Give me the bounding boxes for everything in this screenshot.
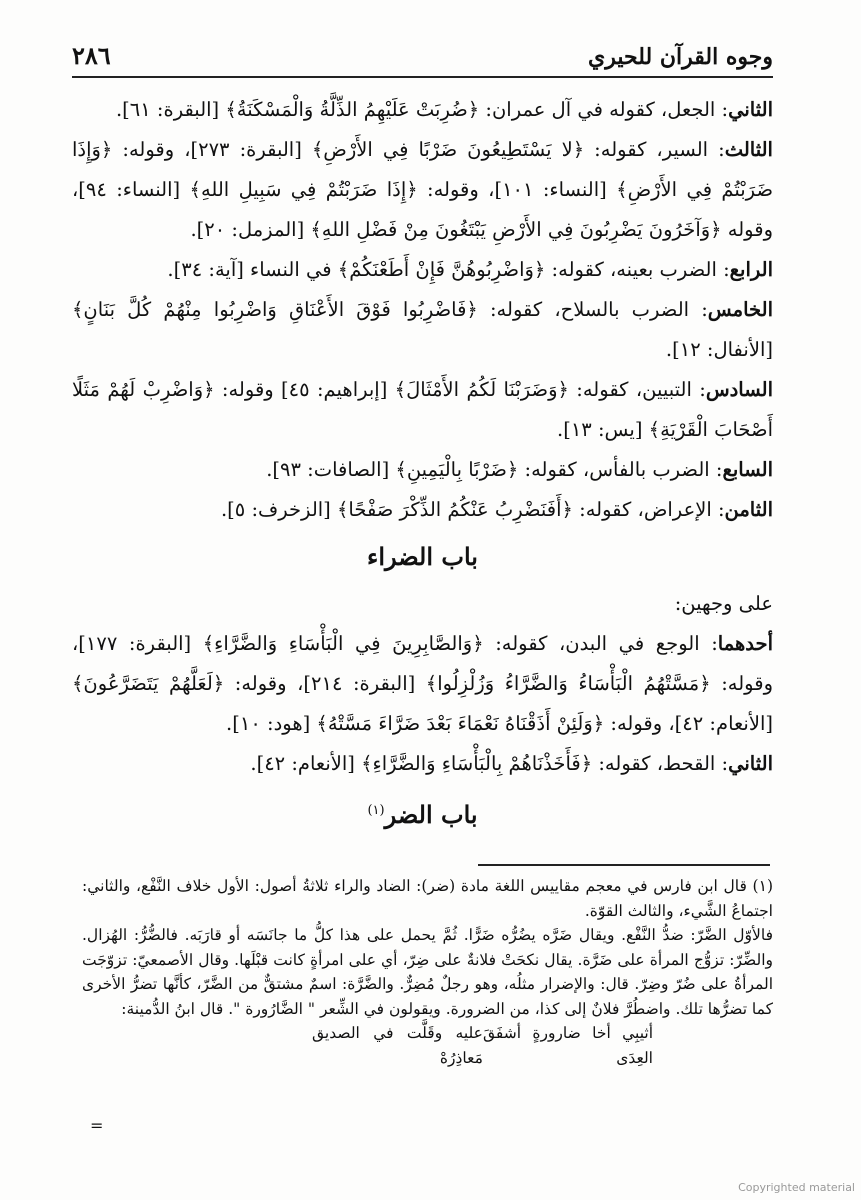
copyright-watermark: Copyrighted material [738,1181,855,1194]
footnote-1: (١) قال ابن فارس في معجم مقاييس اللغة مادة (ضر): الضاد والراء ثلاثةُ أصول: الأول خلاف النَّفْع، والثاني: اجتماعُ الشَّيء، والثالث القوّة. [82,877,773,920]
paragraph-3 [72,130,773,250]
footnote-1-continued: فالأوّل الضَّرّ: ضدُّ النَّفْع. ويقال ضَرَّه يضُرُّه ضَرًّا. ثُمَّ يحمل على هذا كلُّ ما جانَسَه أو قارَبَه. فالضُّرُّ: الهُزال. والضِّرّ: تزوُّج المرأة على ضَرَّة. يقال نكحَتْ فلانةٌ على ضِرّ، أي على امرأةٍ كانت قبْلَها. وقال الأصمعيّ: تزوّجَت المرأةُ على ضُرّ وضِرّ. قال: والإضرار مثلُه، وهو رجلٌ مُضِرٌّ. والضَّرَّة: اسمٌ مشتقٌّ من الضَّرّ، كأنَّها تضرُّ الأخرى كما تضرُّها تلك. واضطُرَّ فلانٌ إلى كذا، من الضرورة. ويقولون في الشِّعر " الضَّارُورة ". قال ابنُ الدُّمينة: [82,926,773,1018]
item-lead: الرابع [729,258,773,281]
item-lead: الثاني [728,752,773,775]
item-lead: السادس [705,378,773,401]
item-text: : الجعل، كقوله في آل عمران: ﴿ضُرِبَتْ عَلَيْهِمُ الذِّلَّةُ وَالْمَسْكَنَةُ﴾ [البقرة: ٦١]. [115,98,729,121]
item-text: : الإعراض، كقوله: ﴿أَفَنَضْرِبُ عَنْكُمُ الذِّكْرَ صَفْحًا﴾ [الزخرف: ٥]. [220,498,725,521]
item-lead: الثامن [724,498,773,521]
footnotes [82,874,773,1070]
paragraph-2 [72,90,773,130]
verse-first-hemistich: أثيبِي أخا ضارورةٍ أشفَقَ العِدَى [482,1024,653,1067]
section-heading-durr [72,784,773,842]
book-title: وجوه القرآن للحيري [588,44,773,70]
item-text: : الضرب بالسلاح، كقوله: ﴿فَاضْرِبُوا فَوْقَ الأَعْنَاقِ وَاضْرِبُوا مِنْهُمْ كُلَّ بَنَانٍ﴾ [الأنفال: ١٢]. [72,298,773,361]
item-text: : القحط، كقوله: ﴿فَأَخَذْنَاهُمْ بِالْبَأْسَاءِ وَالضَّرَّاءِ﴾ [الأنعام: ٤٢]. [250,752,729,775]
item-lead: الثالث [724,138,773,161]
footnote-divider [478,864,770,866]
footnote-marker: (١) [367,803,385,818]
item-text: : السير، كقوله: ﴿لا يَسْتَطِيعُونَ ضَرْبًا فِي الأَرْضِ﴾ [البقرة: ٢٧٣]، وقوله: ﴿وَإِذَا ضَرَبْتُمْ فِي الأَرْضِ﴾ [النساء: ١٠١]، وقوله: ﴿إِذَا ضَرَبْتُمْ فِي سَبِيلِ اللهِ﴾ [النساء: ٩٤]، وقوله ﴿وَآخَرُونَ يَضْرِبُونَ فِي الأَرْضِ يَبْتَغُونَ مِنْ فَضْلِ اللهِ﴾ [المزمل: ٢٠]. [72,138,773,241]
paragraph-5 [72,290,773,370]
main-text [72,90,773,842]
paragraph-second-meaning [72,744,773,784]
paragraph-8 [72,490,773,530]
item-text: : الوجع في البدن، كقوله: ﴿وَالصَّابِرِينَ فِي الْبَأْسَاءِ وَالضَّرَّاءِ﴾ [البقرة: ١٧٧]، وقوله: ﴿مَسَّتْهُمُ الْبَأْسَاءُ وَالضَّرَّاءُ وَزُلْزِلُوا﴾ [البقرة: ٢١٤]، وقوله: ﴿لَعَلَّهُمْ يَتَضَرَّعُونَ﴾ [الأنعام: ٤٢]، وقوله: ﴿وَلَئِنْ أَذَقْنَاهُ نَعْمَاءَ بَعْدَ ضَرَّاءَ مَسَّتْهُ﴾ [هود: ١٠]. [72,632,773,735]
item-text: : الضرب بالفأس، كقوله: ﴿ضَرْبًا بِالْيَمِينِ﴾ [الصافات: ٩٣]. [266,458,723,481]
section-intro: على وجهين: [674,592,773,615]
item-text: : التبيين، كقوله: ﴿وَضَرَبْنَا لَكُمُ الأَمْثَالَ﴾ [إبراهيم: ٤٥] وقوله: ﴿وَاضْرِبْ لَهُمْ مَثَلًا أَصْحَابَ الْقَرْيَةِ﴾ [يس: ١٣]. [72,378,773,441]
item-lead: الثاني [728,98,773,121]
page-number: ٢٨٦ [72,41,111,70]
paragraph-7 [72,450,773,490]
item-lead: السابع [722,458,773,481]
paragraph-6 [72,370,773,450]
section-heading-darraa: باب الضراء [367,542,478,571]
paragraph-first-meaning [72,624,773,744]
running-header [72,30,773,78]
paragraph-4 [72,250,773,290]
heading-text: باب الضر [384,800,478,829]
item-text: : الضرب بعينه، كقوله: ﴿وَاضْرِبُوهُنَّ فَإِنْ أَطَعْنَكُمْ﴾ في النساء [آية: ٣٤]. [167,258,730,281]
item-lead: أحدهما [717,632,773,655]
verse-second-hemistich: عليه وقَلَّت في الصديق مَعاذِرُهْ [312,1024,483,1067]
footnote-continues-mark: = [90,1116,104,1135]
poem-verse [82,1021,773,1070]
item-lead: الخامس [707,298,773,321]
